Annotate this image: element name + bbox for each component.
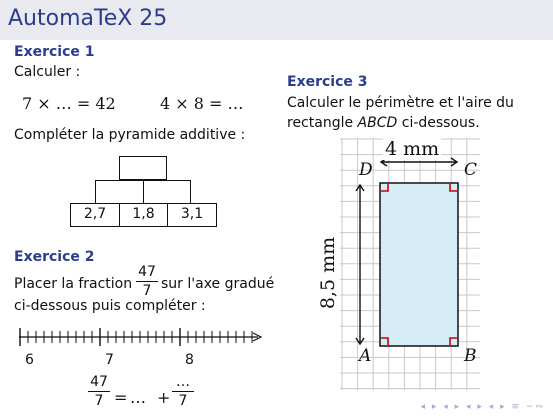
ex2-line1-after: sur l'axe gradué — [161, 276, 275, 292]
vertex-c: C — [464, 160, 478, 180]
pyramid-mid-cell-right — [143, 180, 191, 204]
title-bar — [0, 0, 553, 40]
ex2-line1-before: Placer la fraction — [14, 276, 133, 292]
rectangle-abcd — [380, 183, 458, 346]
eq-dots: … — [130, 388, 146, 407]
ex2-fraction — [136, 264, 158, 299]
vertex-b: B — [464, 346, 477, 366]
beamer-nav-symbols[interactable]: ◂ ▸ ◂ ▸ ◂ ▸ ◂ ▸ ≡ ∽∾ — [420, 402, 545, 412]
ex1-calc1: 7 × … = 42 — [22, 94, 116, 113]
ex1-instruction: Calculer : — [14, 64, 81, 80]
ex1-heading: Exercice 1 — [14, 44, 95, 60]
ex2-line2: ci-dessous puis compléter : — [14, 298, 206, 314]
ex1-calc2: 4 × 8 = … — [160, 94, 244, 113]
ex2-frac-den: 7 — [142, 283, 152, 299]
eq-left-den: 7 — [94, 393, 104, 409]
ex3-heading: Exercice 3 — [287, 74, 368, 90]
pyramid-base-cell-1: 2,7 — [70, 203, 120, 227]
pyramid-base-cell-3: 3,1 — [167, 203, 217, 227]
eq-fraction-right — [172, 374, 194, 409]
ex3-line2-before: rectangle — [287, 115, 354, 131]
axis-label-6: 6 — [25, 352, 34, 368]
ex2-heading: Exercice 2 — [14, 249, 95, 265]
eq-plus: + — [157, 388, 171, 407]
eq-right-den: 7 — [178, 393, 188, 409]
pyramid-mid-cell-left — [95, 180, 144, 204]
page-title: AutomaTeX 25 — [8, 6, 168, 31]
ex3-rect-name: ABCD — [357, 115, 398, 131]
eq-right-bar — [172, 391, 194, 392]
vertex-d: D — [359, 160, 373, 180]
eq-left-num: 47 — [90, 374, 108, 390]
number-line — [0, 325, 280, 350]
eq-fraction-left — [88, 374, 110, 409]
width-label: 4 mm — [385, 138, 440, 160]
axis-label-7: 7 — [105, 352, 114, 368]
vertex-a: A — [359, 346, 372, 366]
eq-left-bar — [88, 391, 110, 392]
ex3-line2 — [287, 115, 480, 131]
ex3-line2-after: ci-dessous. — [401, 115, 480, 131]
ex1-pyramid-instruction: Compléter la pyramide additive : — [14, 127, 246, 143]
pyramid-base-cell-2: 1,8 — [119, 203, 168, 227]
eq-right-num: … — [176, 374, 190, 390]
ex2-frac-bar — [136, 281, 158, 282]
eq-equals: = — [114, 388, 128, 407]
pyramid-top-cell — [119, 156, 167, 180]
height-label: 8,5 mm — [317, 236, 339, 310]
ex3-line1: Calculer le périmètre et l'aire du — [287, 95, 514, 111]
axis-label-8: 8 — [185, 352, 194, 368]
ex2-frac-num: 47 — [138, 264, 156, 280]
